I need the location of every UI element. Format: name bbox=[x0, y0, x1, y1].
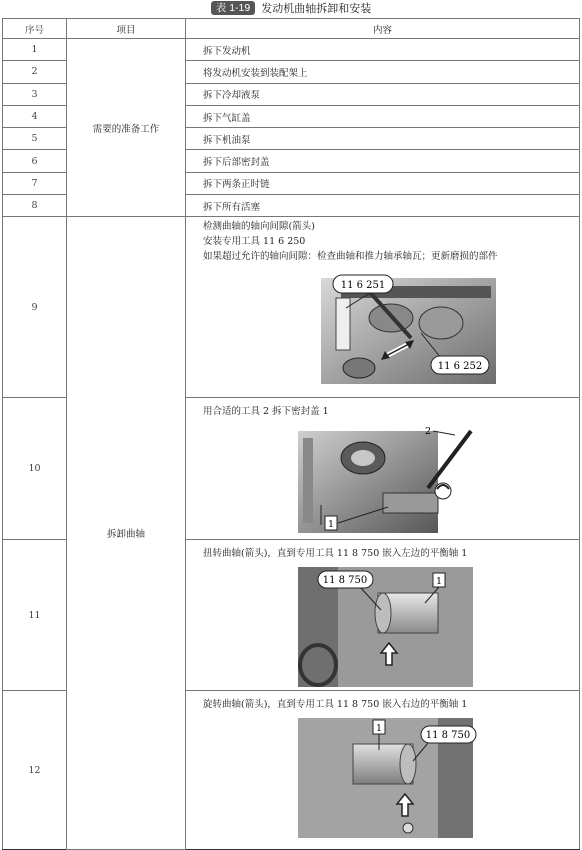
header-no: 序号 bbox=[3, 19, 67, 39]
left-balance-shaft-figure bbox=[203, 565, 582, 690]
row-content: 拆下发动机 bbox=[186, 39, 580, 61]
header-content: 内容 bbox=[186, 19, 580, 39]
table-number-tag: 表 1-19 bbox=[211, 1, 255, 15]
row-number: 10 bbox=[3, 398, 67, 540]
row-number: 5 bbox=[3, 128, 67, 150]
row-number: 1 bbox=[3, 39, 67, 61]
header-item: 项目 bbox=[67, 19, 186, 39]
group-remove: 拆卸曲轴 bbox=[67, 217, 186, 850]
tool-label-11-8-750-text: 11 8 750 bbox=[322, 575, 368, 587]
content-line: 扭转曲轴(箭头)，直到专用工具 11 8 750 嵌入左边的平衡轴 1 bbox=[203, 548, 468, 560]
row-content bbox=[186, 540, 580, 691]
part-label-2: 2 bbox=[424, 426, 432, 438]
content-line: 如果超过允许的轴向间隙：检查曲轴和推力轴承轴瓦；更新磨损的部件 bbox=[203, 251, 498, 263]
row-content: 拆下所有活塞 bbox=[186, 195, 580, 217]
tool-label-11-6-252-text: 11 6 252 bbox=[437, 361, 483, 373]
row-number: 9 bbox=[3, 217, 67, 398]
row-number: 7 bbox=[3, 172, 67, 194]
row-number: 11 bbox=[3, 540, 67, 691]
row-content bbox=[186, 217, 580, 398]
row-number: 8 bbox=[3, 195, 67, 217]
group-prep: 需要的准备工作 bbox=[67, 39, 186, 217]
row-content: 拆下后部密封盖 bbox=[186, 150, 580, 172]
part-label-1: 1 bbox=[375, 723, 383, 735]
row-number: 4 bbox=[3, 105, 67, 127]
content-line: 检测曲轴的轴向间隙(箭头) bbox=[203, 221, 315, 233]
table-caption bbox=[0, 0, 582, 16]
row-number: 3 bbox=[3, 83, 67, 105]
row-content: 拆下机油泵 bbox=[186, 128, 580, 150]
row-content bbox=[186, 398, 580, 540]
tool-label-11-8-750-text: 11 8 750 bbox=[425, 730, 471, 742]
content-line: 旋转曲轴(箭头)，直到专用工具 11 8 750 嵌入右边的平衡轴 1 bbox=[203, 699, 468, 711]
part-label-1: 1 bbox=[327, 519, 335, 531]
seal-cover-removal-figure bbox=[203, 423, 582, 535]
row-content: 将发动机安装到装配架上 bbox=[186, 61, 580, 83]
row-content: 拆下冷却液泵 bbox=[186, 83, 580, 105]
row-number: 2 bbox=[3, 61, 67, 83]
row-content: 拆下两条正时链 bbox=[186, 172, 580, 194]
table-row bbox=[3, 217, 580, 398]
row-content: 拆下气缸盖 bbox=[186, 105, 580, 127]
row-content bbox=[186, 691, 580, 850]
header-row bbox=[3, 19, 580, 39]
content-line: 用合适的工具 2 拆下密封盖 1 bbox=[203, 406, 329, 418]
crankshaft-axial-play-figure bbox=[203, 268, 582, 386]
part-label-1: 1 bbox=[435, 576, 443, 588]
right-balance-shaft-figure bbox=[203, 716, 582, 841]
tool-label-11-6-251-text: 11 6 251 bbox=[340, 280, 386, 292]
table-title: 发动机曲轴拆卸和安装 bbox=[261, 2, 372, 15]
content-line: 安装专用工具 11 6 250 bbox=[203, 236, 306, 248]
procedure-table bbox=[2, 18, 580, 850]
row-number: 6 bbox=[3, 150, 67, 172]
row-number: 12 bbox=[3, 691, 67, 850]
table-row bbox=[3, 39, 580, 61]
